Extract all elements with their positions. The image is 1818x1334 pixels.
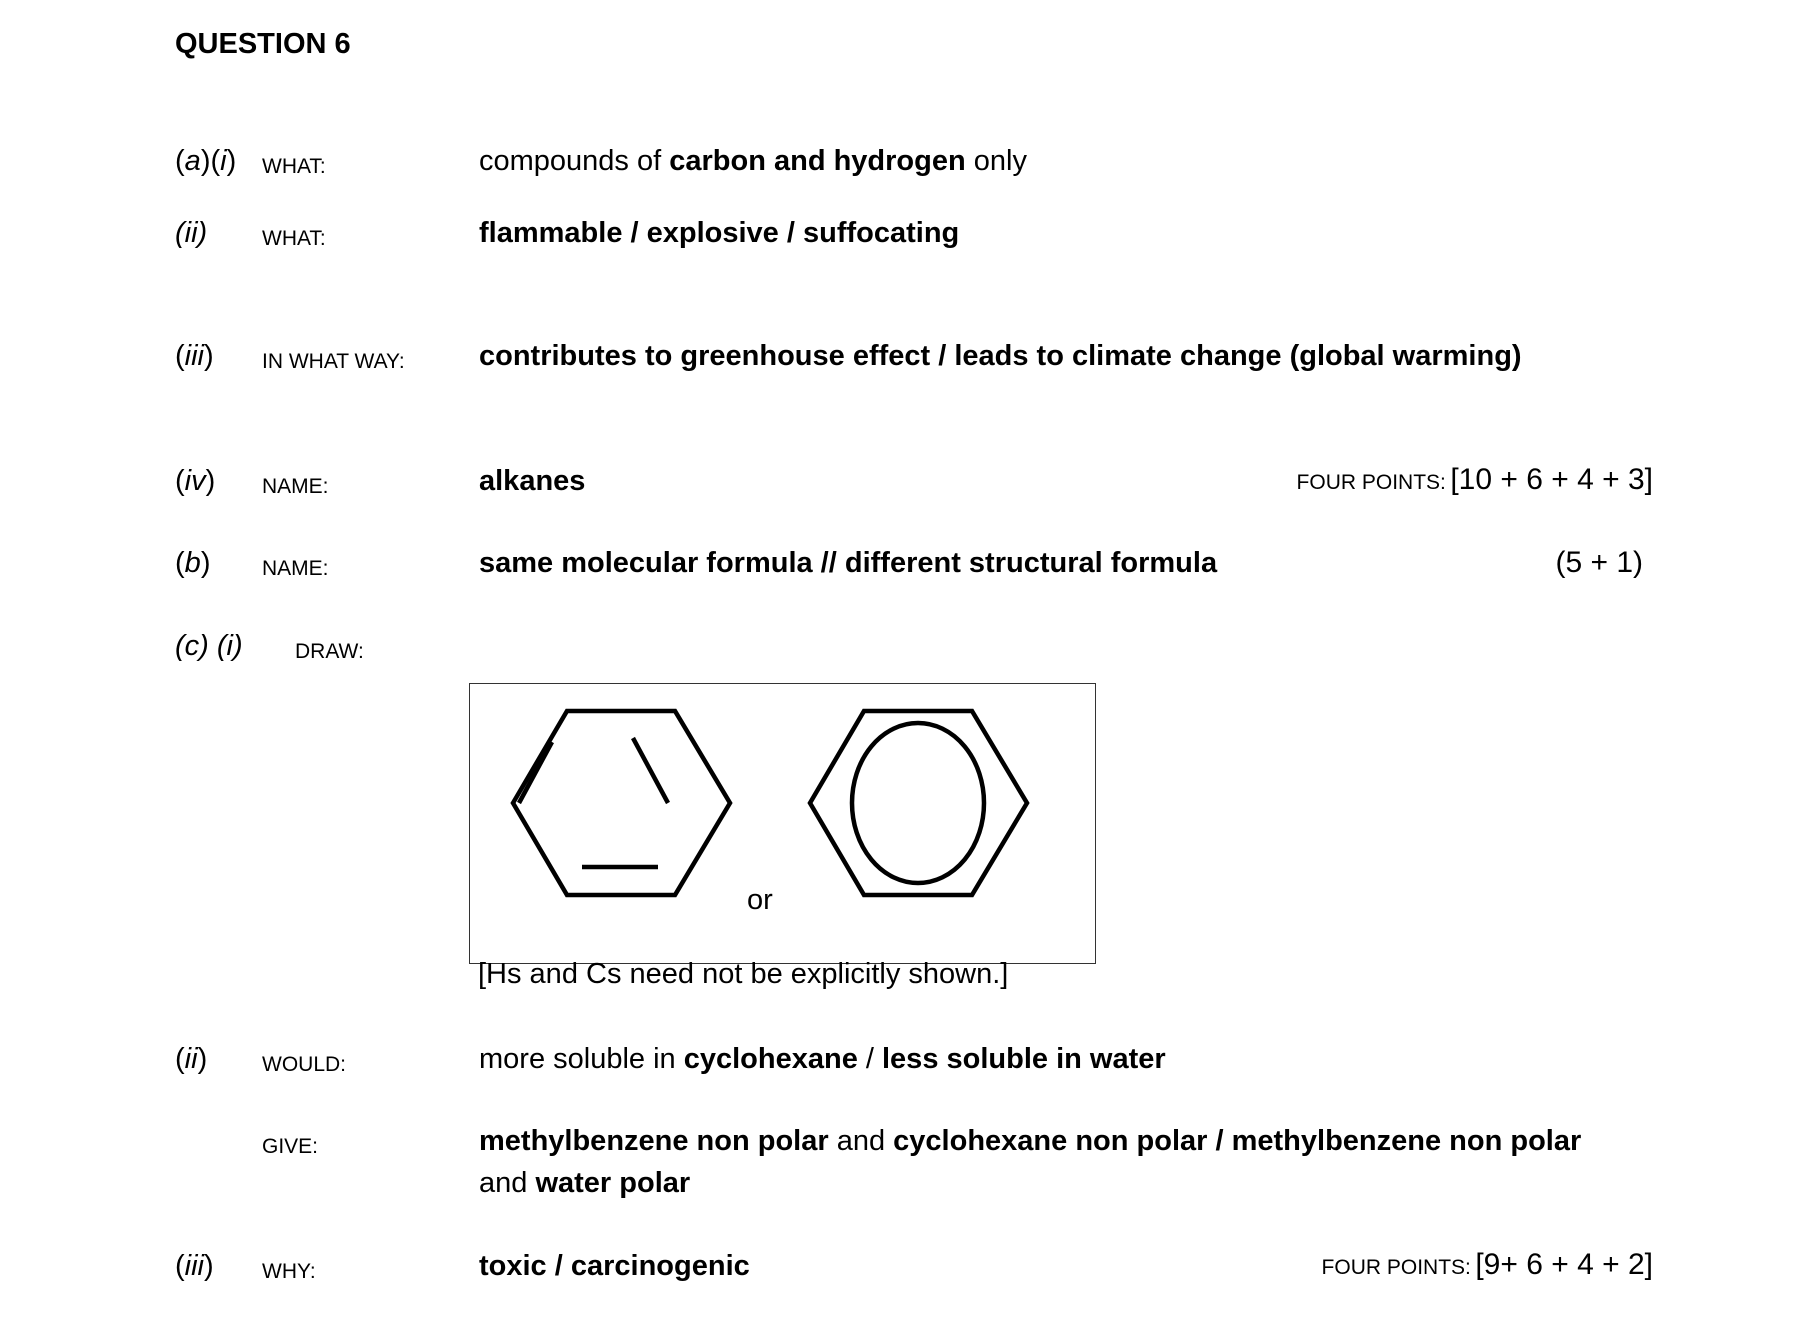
question-number: (ii) [175, 1043, 208, 1075]
answer-keyword: water polar [535, 1167, 691, 1199]
marks-value: [9+ 6 + 4 + 2] [1475, 1248, 1653, 1281]
kekule-benzene-icon [513, 711, 730, 895]
answer-text [479, 145, 1027, 178]
answer-fragment: / [857, 1043, 882, 1075]
row-label: DRAW: [295, 640, 364, 663]
page-title: QUESTION 6 [175, 28, 351, 60]
question-number: (c) (i) [175, 630, 243, 662]
drawing-note: [Hs and Cs need not be explicitly shown.] [478, 958, 1009, 990]
answer-text [479, 465, 585, 498]
answer-fragment: more soluble in [479, 1043, 684, 1075]
or-text: or [747, 884, 773, 916]
row-label: WOULD: [262, 1053, 346, 1076]
answer-text [479, 340, 1522, 373]
question-number: (iii) [175, 1250, 214, 1282]
answer-keyword: less soluble in water [882, 1043, 1166, 1075]
answer-keyword: alkanes [479, 465, 586, 497]
answer-text [479, 217, 959, 250]
answer-keyword: same molecular formula // different structural formula [479, 547, 1218, 579]
row-label: WHAT: [262, 227, 326, 250]
answer-text [479, 1250, 750, 1283]
row-label: NAME: [262, 557, 329, 580]
answer-fragment: only [965, 145, 1027, 177]
marks-allocation [1297, 463, 1653, 497]
row-label: IN WHAT WAY: [262, 350, 405, 373]
marks-allocation [1322, 1248, 1653, 1282]
row-label: GIVE: [262, 1135, 319, 1158]
answer-keyword: cyclohexane [683, 1043, 858, 1075]
marks-label: FOUR POINTS: [1296, 471, 1446, 494]
benzene-structures [470, 684, 1097, 965]
marks-value: [10 + 6 + 4 + 3] [1450, 463, 1653, 496]
answer-keyword: cyclohexane non polar / methylbenzene non polar [893, 1125, 1582, 1157]
answer-keyword: toxic / carcinogenic [479, 1250, 750, 1282]
marks-label: FOUR POINTS: [1321, 1256, 1471, 1279]
answer-fragment: compounds of [479, 145, 670, 177]
answer-keyword: carbon and hydrogen [669, 145, 966, 177]
answer-keyword: methylbenzene non polar [479, 1125, 829, 1157]
question-number: (a)(i) [175, 145, 237, 177]
answer-fragment: and [828, 1125, 894, 1157]
drawing-box [469, 683, 1096, 964]
row-label: WHAT: [262, 155, 326, 178]
question-number: (ii) [175, 217, 208, 249]
row-label: NAME: [262, 475, 329, 498]
marks-value: (5 + 1) [1555, 546, 1643, 579]
answer-fragment: and [479, 1167, 536, 1199]
answer-text [479, 1043, 1166, 1076]
answer-keyword: contributes to greenhouse effect / leads to climate change (global warming) [479, 340, 1522, 372]
question-number: (b) [175, 547, 211, 579]
aromatic-benzene-icon [810, 711, 1027, 895]
answer-text [479, 1125, 1581, 1158]
answer-text-line2 [479, 1167, 690, 1200]
question-number: (iv) [175, 465, 216, 497]
answer-text [479, 547, 1217, 580]
answer-keyword: flammable / explosive / suffocating [479, 217, 960, 249]
row-label: WHY: [262, 1260, 316, 1283]
question-number: (iii) [175, 340, 214, 372]
